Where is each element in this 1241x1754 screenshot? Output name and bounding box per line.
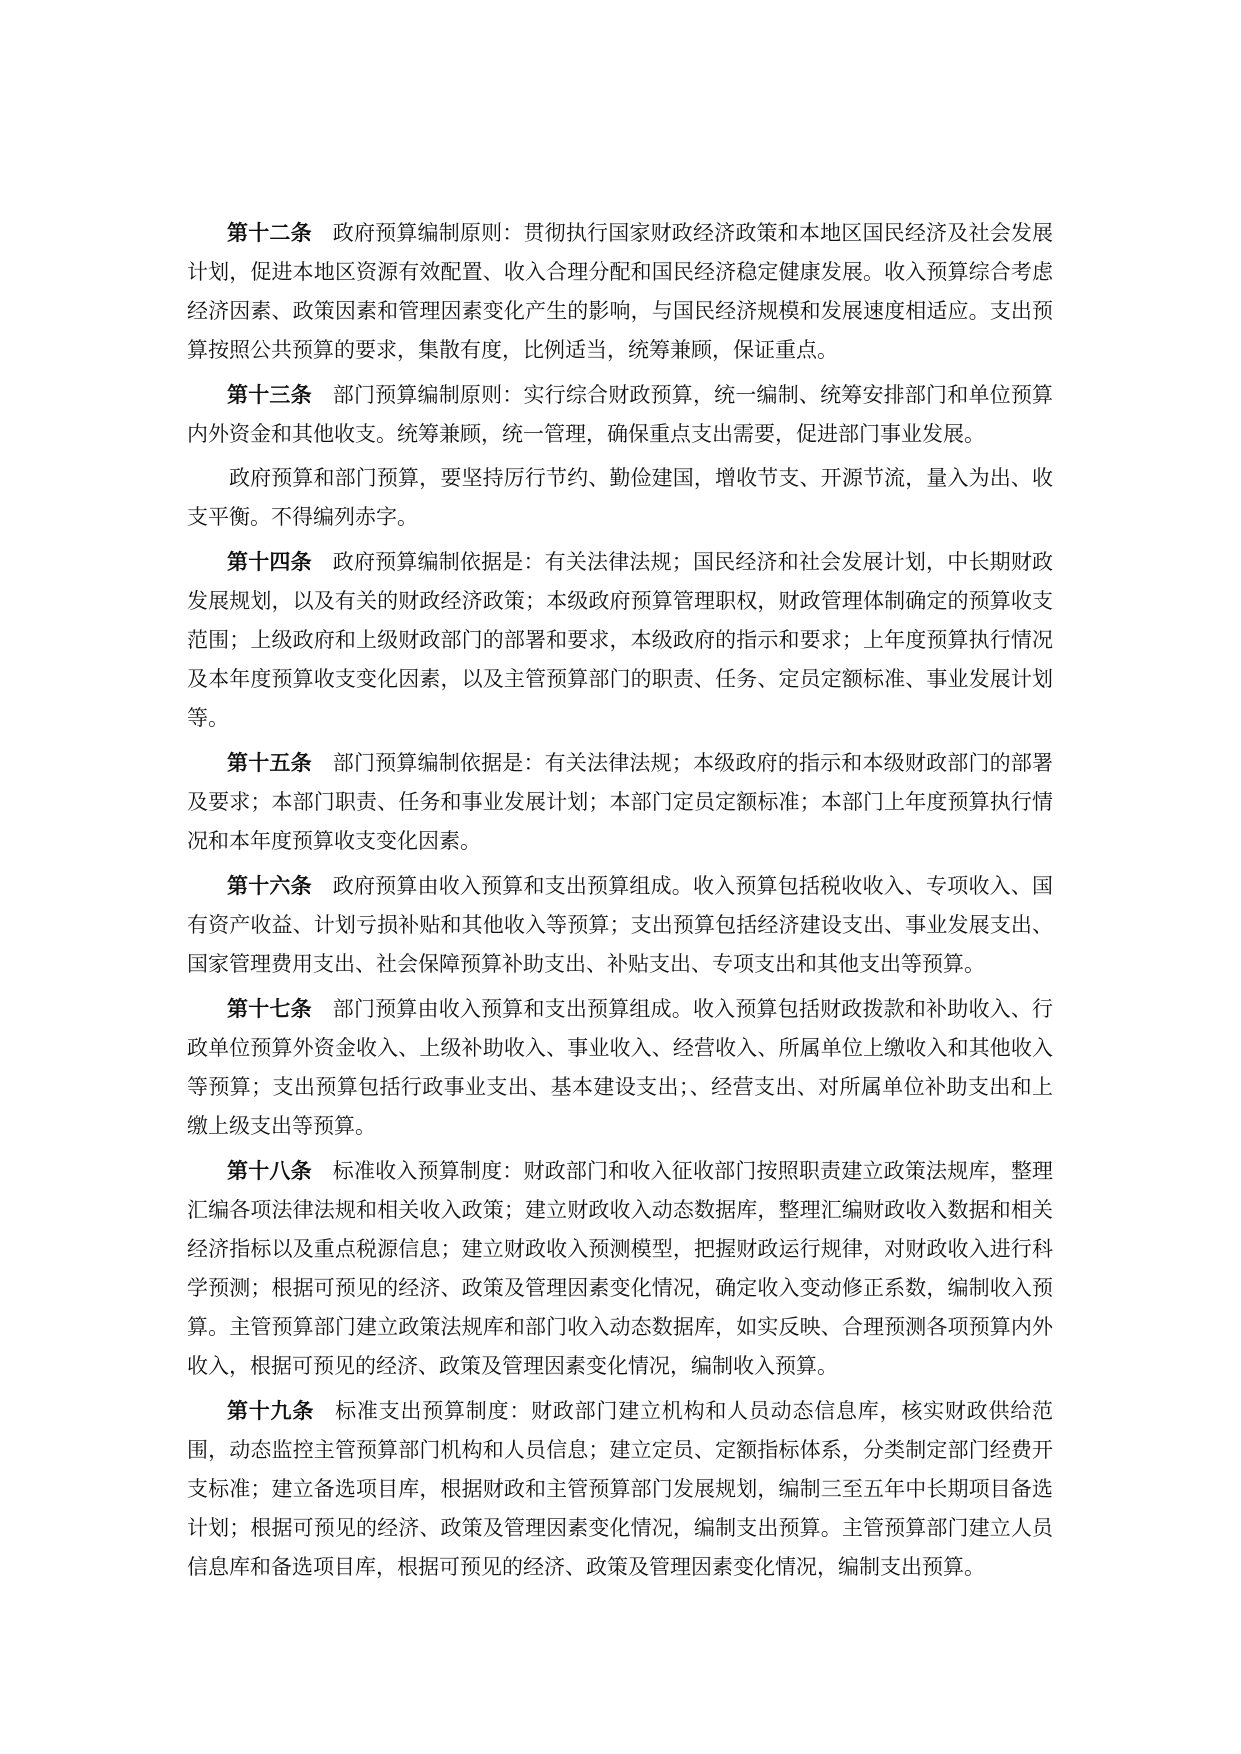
article-paragraph [187,375,1053,454]
article-paragraph [187,866,1053,984]
article-paragraph [187,542,1053,738]
article-number: 第十三条 [227,382,312,407]
article-text: 部门预算编制原则：实行综合财政预算，统一编制、统筹安排部门和单位预算内外资金和其他收支。统筹兼顾，统一管理，确保重点支出需要，促进部门事业发展。 [187,383,1054,446]
article-text: 标准支出预算制度：财政部门建立机构和人员动态信息库，核实财政供给范围，动态监控主管预算部门机构和人员信息；建立定员、定额指标体系，分类制定部门经费开支标准；建立备选项目库，根据财政和主管预算部门发展规划，编制三至五年中长期项目备选计划；根据可预见的经济、政策及管理因素变化情况，编制支出预算。主管预算部门建立人员信息库和备选项目库，根据可预见的经济、政策及管理因素变化情况，编制支出预算。 [187,1399,1054,1579]
article-paragraph [187,989,1053,1146]
article-text: 政府预算由收入预算和支出预算组成。收入预算包括税收收入、专项收入、国有资产收益、计划亏损补贴和其他收入等预算；支出预算包括经济建设支出、事业发展支出、国家管理费用支出、社会保障预算补助支出、补贴支出、专项支出和其他支出等预算。 [187,874,1054,976]
article-paragraph [187,1151,1053,1386]
body-paragraph [187,459,1053,537]
article-text: 标准收入预算制度：财政部门和收入征收部门按照职责建立政策法规库，整理汇编各项法律法规和相关收入政策；建立财政收入动态数据库，整理汇编财政收入数据和相关经济指标以及重点税源信息；建立财政收入预测模型，把握财政运行规律，对财政收入进行科学预测；根据可预见的经济、政策及管理因素变化情况，确定收入变动修正系数，编制收入预算。主管预算部门建立政策法规库和部门收入动态数据库，如实反映、合理预测各项预算内外收入，根据可预见的经济、政策及管理因素变化情况，编制收入预算。 [187,1159,1054,1378]
article-paragraph [187,213,1053,370]
article-number: 第十二条 [227,220,312,245]
article-paragraph [187,743,1053,861]
article-text: 政府预算编制依据是：有关法律法规；国民经济和社会发展计划，中长期财政发展规划，以及有关的财政经济政策；本级政府预算管理职权，财政管理体制确定的预算收支范围；上级政府和上级财政部门的部署和要求，本级政府的指示和要求；上年度预算执行情况及本年度预算收支变化因素，以及主管预算部门的职责、任务、定员定额标准、事业发展计划等。 [187,550,1054,730]
article-number: 第十四条 [227,549,312,574]
article-number: 第十九条 [227,1398,315,1423]
article-number: 第十八条 [227,1158,312,1183]
document-body [187,213,1053,1592]
article-number: 第十六条 [227,873,312,898]
article-number: 第十五条 [227,750,312,775]
article-paragraph [187,1391,1053,1587]
article-text: 部门预算编制依据是：有关法律法规；本级政府的指示和本级财政部门的部署及要求；本部门职责、任务和事业发展计划；本部门定员定额标准；本部门上年度预算执行情况和本年度预算收支变化因素。 [187,751,1054,853]
paragraph-text: 政府预算和部门预算，要坚持厉行节约、勤俭建国，增收节支、开源节流，量入为出、收支平衡。不得编列赤字。 [187,466,1053,529]
article-text: 部门预算由收入预算和支出预算组成。收入预算包括财政拨款和补助收入、行政单位预算外资金收入、上级补助收入、事业收入、经营收入、所属单位上缴收入和其他收入等预算；支出预算包括行政事业支出、基本建设支出；、经营支出、对所属单位补助支出和上缴上级支出等预算。 [187,997,1054,1138]
article-number: 第十七条 [227,996,312,1021]
article-text: 政府预算编制原则：贯彻执行国家财政经济政策和本地区国民经济及社会发展计划，促进本地区资源有效配置、收入合理分配和国民经济稳定健康发展。收入预算综合考虑经济因素、政策因素和管理因素变化产生的影响，与国民经济规模和发展速度相适应。支出预算按照公共预算的要求，集散有度，比例适当，统筹兼顾，保证重点。 [187,221,1054,362]
